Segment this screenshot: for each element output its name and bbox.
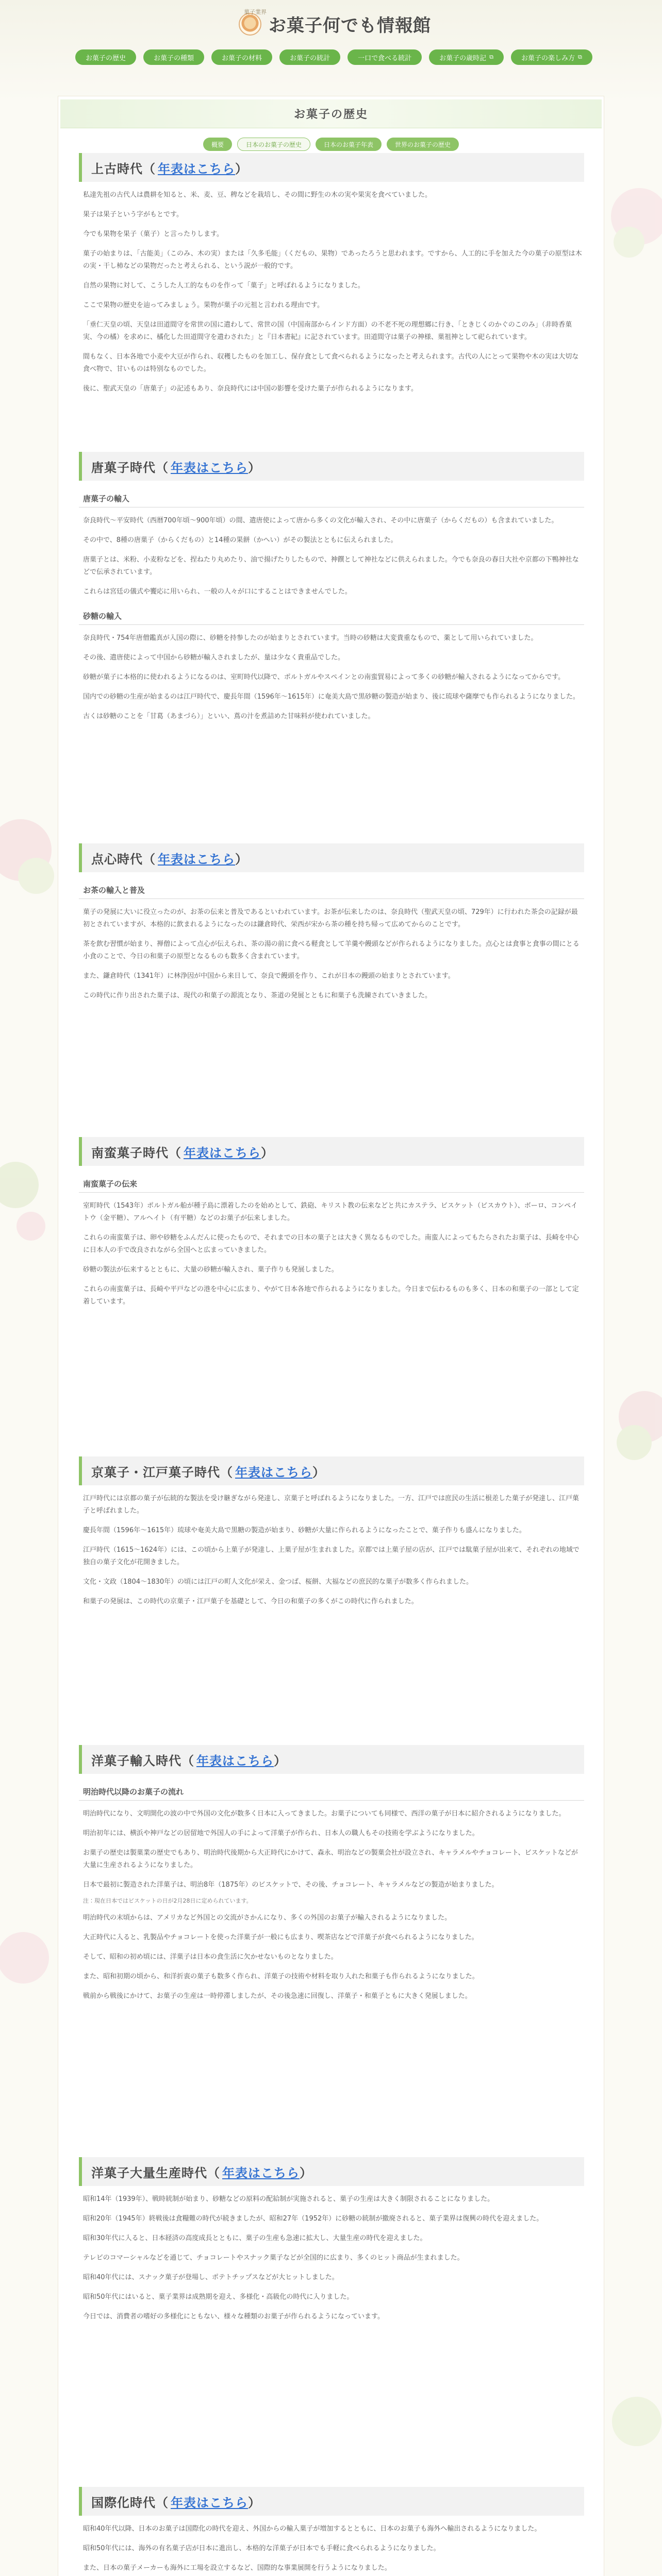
paragraph: 菓子の始まりは、「古能美」（このみ、木の実）または「久多毛能」（くだもの、果物）であったろうと思われます。ですから、人工的に手を加えた今の菓子の原型は木の実・干し柿などの果物だったと考えられる、という説が一般的です。: [83, 250, 582, 270]
paragraph: お菓子の歴史は製菓業の歴史でもあり、明治時代後期から大正時代にかけて、森永、明治などの製菓会社が設立され、キャラメルやチョコレート、ビスケットなどが大量に生産されるようになりました。: [83, 1849, 578, 1869]
paragraph: 奈良時代～平安時代（西暦700年頃～900年頃）の間、遣唐使によって唐から多くの文化が輸入され、その中に唐菓子（からくだもの）も含まれていました。: [83, 517, 558, 524]
nav-item[interactable]: [211, 49, 272, 65]
paren-open: （: [207, 2165, 220, 2180]
sub-nav-tab[interactable]: 日本のお菓子の歴史: [237, 138, 310, 151]
era-name: 点心時代: [91, 851, 143, 867]
sub-nav-tab[interactable]: 概要: [203, 138, 232, 151]
page-title-bar: [60, 99, 602, 128]
chronology-link[interactable]: 年表はこちら: [235, 1464, 312, 1480]
paragraph: 砂糖が菓子に本格的に使われるようになるのは、室町時代以降で、ポルトガルやスペインとの南蛮貿易によって多くの砂糖が輸入されるようになってからです。: [83, 673, 565, 681]
paragraph: 昭和40年代には、スナック菓子が登場し、ポテトチップスなどが大ヒットしました。: [83, 2274, 339, 2281]
paragraph: 茶を飲む習慣が始まり、禅僧によって点心が伝えられ、茶の湯の前に食べる軽食として羊羹や饅頭などが作られるようになりました。点心とは食事と食事の間にとる小食のことで、今日の和菓子の原型となるものも数多く含まれています。: [83, 940, 580, 960]
logo-icon: [239, 8, 267, 36]
paragraph: 今日では、消費者の嗜好の多様化にともない、様々な種類のお菓子が作られるようになっています。: [83, 2313, 384, 2320]
paren-close: ）: [300, 2165, 312, 2180]
nav-item[interactable]: [75, 49, 136, 65]
paren-close: ）: [235, 851, 248, 867]
paragraph: 江戸時代には京都の菓子が伝統的な製法を受け継ぎながら発達し、京菓子と呼ばれるようになりました。一方、江戸では庶民の生活に根差した菓子が発達し、江戸菓子と呼ばれました。: [83, 1495, 580, 1515]
era-title: [79, 2487, 584, 2516]
global-navigation: [75, 49, 592, 65]
era-section: [79, 2487, 584, 2576]
paragraph: 日本で最初に製造された洋菓子は、明治8年（1875年）のビスケットで、その後、チョコレート、キャラメルなどの製造が始まりました。: [83, 1881, 499, 1889]
nav-item-label: お菓子の種類: [154, 54, 194, 62]
nav-item-label: 一口で食べる統計: [358, 54, 412, 62]
era-section: [79, 452, 584, 723]
main-content-panel: [58, 96, 604, 2576]
chronology-link[interactable]: 年表はこちら: [158, 851, 235, 867]
paren-open: （: [143, 851, 156, 867]
paragraph: 江戸時代（1615～1624年）には、この頃から上菓子が発達し、上菓子屋が生まれました。京都では上菓子屋の店が、江戸では駄菓子屋が出来て、それぞれの地域で独自の菓子文化が花開きました。: [83, 1546, 580, 1566]
paragraph: 文化・文政（1804～1830年）の頃には江戸の町人文化が栄え、金つば、桜餅、大福などの庶民的な菓子が数多く作られました。: [83, 1578, 473, 1586]
paragraph: 砂糖の製法が伝来するとともに、大量の砂糖が輸入され、菓子作りも発展しました。: [83, 1266, 338, 1274]
paragraph: また、日本の菓子メーカーも海外に工場を設立するなど、国際的な事業展開を行うようになりました。: [83, 2564, 391, 2572]
paragraph: 昭和14年（1939年）、戦時統制が始まり、砂糖などの原料の配給制が実施されると、菓子の生産は大きく制限されることになりました。: [83, 2195, 494, 2203]
paragraph: テレビのコマーシャルなどを通じて、チョコレートやスナック菓子などが全国的に広まり、多くのヒット商品が生まれました。: [83, 2254, 464, 2262]
chronology-link[interactable]: 年表はこちら: [158, 161, 235, 176]
chronology-link[interactable]: 年表はこちら: [184, 1145, 261, 1160]
paragraph: 室町時代（1543年）ポルトガル船が種子島に漂着したのを始めとして、鉄砲、キリスト教の伝来などと共にカステラ、ビスケット（ビスカウト）、ボーロ、コンペイトウ（金平糖）、アルヘイト（有平糖）などのお菓子が伝来しました。: [83, 1202, 578, 1222]
paren-open: （: [156, 2495, 169, 2510]
era-title: [79, 1137, 584, 1166]
paragraph: この時代に作り出された菓子は、現代の和菓子の源流となり、茶道の発展とともに和菓子も洗練されていきました。: [83, 992, 432, 999]
era-title: [79, 153, 584, 182]
nav-item-label: お菓子の統計: [290, 54, 330, 62]
paragraph: 菓子の発展に大いに役立ったのが、お茶の伝来と普及であるといわれています。お茶が伝来したのは、奈良時代（聖武天皇の頃、729年）に行われた茶会の記録が最初とされていますが、本格的に飲まれるようになったのは鎌倉時代、栄西が宋から茶の種を持ち帰って広めてからのことです。: [83, 908, 578, 928]
paragraph: また、昭和初期の頃から、和洋折衷の菓子も数多く作られ、洋菓子の技術や材料を取り入れた和菓子も作られるようになりました。: [83, 1973, 479, 1980]
paren-open: （: [181, 1753, 194, 1768]
era-title: [79, 2157, 584, 2186]
paragraph: 戦前から戦後にかけて、お菓子の生産は一時停滞しましたが、その後急速に回復し、洋菓子・和菓子ともに大きく発展しました。: [83, 1992, 472, 2000]
paragraph: 昭和30年代に入ると、日本経済の高度成長とともに、菓子の生産も急速に拡大し、大量生産の時代を迎えました。: [83, 2234, 427, 2242]
paragraph: 今でも果物を果子（菓子）と言ったりします。: [83, 230, 223, 238]
paren-close: ）: [248, 2495, 261, 2510]
paragraph: そして、昭和の初め頃には、洋菓子は日本の食生活に欠かせないものとなりました。: [83, 1953, 338, 1961]
paragraph: 果子は果子という字がもとです。: [83, 211, 183, 218]
paren-open: （: [143, 161, 156, 176]
nav-item-label: お菓子の材料: [222, 54, 262, 62]
era-title: [79, 452, 584, 481]
paragraph: 昭和50年代には、海外の有名菓子店が日本に進出し、本格的な洋菓子が日本でも手軽に食べられるようになりました。: [83, 2545, 440, 2552]
chronology-link[interactable]: 年表はこちら: [196, 1753, 274, 1768]
site-header: [0, 0, 662, 98]
paragraph: 後に、聖武天皇の「唐菓子」の記述もあり、奈良時代には中国の影響を受けた菓子が作られるようになります。: [83, 385, 418, 393]
paren-close: ）: [274, 1753, 287, 1768]
section-subheading: 唐菓子の輸入: [79, 490, 584, 507]
paragraph: 自然の果物に対して、こうした人工的なものを作って「菓子」と呼ばれるようになりました。: [83, 282, 365, 290]
section-subheading: 砂糖の輸入: [79, 607, 584, 625]
paragraph: これらは宮廷の儀式や饗応に用いられ、一般の人々が口にすることはできませんでした。: [83, 588, 352, 596]
era-name: 京菓子・江戸菓子時代: [91, 1464, 220, 1480]
external-link-icon: ⧉: [489, 54, 493, 60]
era-name: 洋菓子輸入時代: [91, 1753, 181, 1768]
era-name: 国際化時代: [91, 2495, 156, 2510]
paragraph: 奈良時代・754年唐僧鑑真が入国の際に、砂糖を持参したのが始まりとされています。当時の砂糖は大変貴重なもので、薬として用いられていました。: [83, 634, 538, 642]
paragraph: 和菓子の発展は、この時代の京菓子・江戸菓子を基礎として、今日の和菓子の多くがこの時代に作られました。: [83, 1598, 418, 1605]
nav-item-label: お菓子の楽しみ方: [521, 54, 575, 62]
sub-nav-tab[interactable]: 日本のお菓子年表: [316, 138, 382, 151]
section-subheading: 南蛮菓子の伝来: [79, 1175, 584, 1193]
nav-item[interactable]: [511, 49, 592, 65]
paragraph: 「垂仁天皇の頃、天皇は田道間守を常世の国に遣わして、常世の国（中国南部からインド方面）の不老不死の理想郷に行き、「ときじくのかぐのこのみ」（非時香菓実、今の橘）を求めに、橘化した田道間守を遣わされた」と『日本書紀』に記されています。田道間守は菓子の神様、菓祖神として祀られています。: [83, 321, 572, 341]
nav-item[interactable]: [347, 49, 422, 65]
paragraph: 明治時代の末頃からは、アメリカなど外国との交流がさかんになり、多くの外国のお菓子が輸入されるようになりました。: [83, 1914, 452, 1922]
paragraph: 大正時代に入ると、乳製品やチョコレートを使った洋菓子が一般にも広まり、喫茶店などで洋菓子が食べられるようになりました。: [83, 1934, 478, 1941]
paren-open: （: [156, 460, 169, 475]
sub-nav-tab[interactable]: 世界のお菓子の歴史: [387, 138, 459, 151]
nav-item[interactable]: [429, 49, 504, 65]
paragraph: 国内での砂糖の生産が始まるのは江戸時代で、慶長年間（1596年～1615年）に奄美大島で黒砂糖の製造が始まり、後に琉球や薩摩でも作られるようになりました。: [83, 693, 580, 701]
paragraph: また、鎌倉時代（1341年）に林浄因が中国から来日して、奈良で饅頭を作り、これが日本の饅頭の始まりとされています。: [83, 972, 455, 980]
era-section: [79, 843, 584, 1002]
paragraph: 昭和50年代にはいると、菓子業界は成熟期を迎え、多様化・高級化の時代に入りました。: [83, 2293, 354, 2301]
paren-close: ）: [261, 1145, 274, 1160]
era-name: 南蛮菓子時代: [91, 1145, 169, 1160]
paragraph: 唐菓子とは、米粉、小麦粉などを、捏ねたり丸めたり、油で揚げたりしたもので、神饌として神社などに供えられました。今でも奈良の春日大社や京都の下鴨神社などで伝承されています。: [83, 556, 579, 576]
paren-open: （: [220, 1464, 233, 1480]
paragraph: 昭和20年（1945年）終戦後は食糧難の時代が続きましたが、昭和27年（1952年）に砂糖の統制が撤廃されると、菓子業界は復興の時代を迎えました。: [83, 2215, 543, 2223]
chronology-link[interactable]: 年表はこちら: [171, 460, 248, 475]
paragraph: 明治初年には、横浜や神戸などの居留地で外国人の手によって洋菓子が作られ、日本人の職人もその技術を学ぶようになりました。: [83, 1829, 479, 1837]
era-section: [79, 1137, 584, 1308]
era-name: 上古時代: [91, 161, 143, 176]
era-title: [79, 1456, 584, 1485]
paren-close: ）: [235, 161, 248, 176]
paragraph: 昭和40年代以降、日本のお菓子は国際化の時代を迎え、外国からの輸入菓子が増加するとともに、日本のお菓子も海外へ輸出されるようになりました。: [83, 2525, 541, 2533]
external-link-icon: ⧉: [577, 54, 582, 60]
page-title: お菓子の歴史: [293, 108, 368, 121]
paragraph: これらの南蛮菓子は、長崎や平戸などの港を中心に広まり、やがて日本各地で作られるようになりました。今日まで伝わるものも多く、日本の和菓子の一部として定着しています。: [83, 1285, 579, 1306]
era-name: 唐菓子時代: [91, 460, 156, 475]
era-section: [79, 153, 584, 395]
paragraph: 私達先祖の古代人は農耕を知ると、米、麦、豆、稗などを栽培し、その間に野生の木の実や果実を食べていました。: [83, 191, 432, 199]
nav-item[interactable]: [279, 49, 340, 65]
chronology-link[interactable]: 年表はこちら: [222, 2165, 300, 2180]
logo-caption: 菓子業界: [244, 8, 267, 15]
footnote: 注：現在日本ではビスケットの日が2月28日に定められています。: [83, 1897, 252, 1904]
paren-open: （: [169, 1145, 181, 1160]
paragraph: ここで果物の歴史を辿ってみましょう。果物が菓子の元祖と言われる理由です。: [83, 301, 324, 309]
paren-close: ）: [312, 1464, 325, 1480]
paragraph: 明治時代になり、文明開化の波の中で外国の文化が数多く日本に入ってきました。お菓子についても同様で、西洋の菓子が日本に紹介されるようになりました。: [83, 1810, 566, 1818]
era-section: [79, 1745, 584, 2003]
paragraph: 間もなく、日本各地で小麦や大豆が作られ、収穫したものを加工し、保存食として食べられるようになったと考えられます。古代の人にとって果物や木の実は大切な食べ物で、甘いものは特別なものでした。: [83, 353, 579, 373]
era-section: [79, 1456, 584, 1608]
sub-navigation-tabs: [58, 138, 604, 151]
nav-item-label: お菓子の歴史: [86, 54, 126, 62]
era-section: [79, 2157, 584, 2323]
paragraph: 古くは砂糖のことを「甘葛（あまづら）」といい、蔦の汁を煮詰めた甘味料が使われていました。: [83, 713, 375, 720]
chronology-link[interactable]: 年表はこちら: [171, 2495, 248, 2510]
site-title: お菓子何でも情報館: [269, 15, 431, 36]
paren-close: ）: [248, 460, 261, 475]
section-subheading: 明治時代以降のお菓子の流れ: [79, 1783, 584, 1801]
paragraph: その中で、8種の唐菓子（からくだもの）と14種の果餅（かへい）がその製法とともに伝えられました。: [83, 536, 398, 544]
paragraph: 慶長年間（1596年～1615年）琉球や奄美大島で黒糖の製造が始まり、砂糖が大量に作られるようになったことで、菓子作りも盛んになりました。: [83, 1527, 526, 1534]
era-title: [79, 1745, 584, 1774]
era-name: 洋菓子大量生産時代: [91, 2165, 207, 2180]
nav-item[interactable]: [143, 49, 204, 65]
paragraph: その後、遣唐使によって中国から砂糖が輸入されましたが、量は少なく貴重品でした。: [83, 654, 345, 662]
nav-item-label: お菓子の歳時記: [439, 54, 487, 62]
paragraph: これらの南蛮菓子は、卵や砂糖をふんだんに使ったもので、それまでの日本の菓子とは大きく異なるものでした。南蛮人によってもたらされたお菓子は、長崎を中心に日本人の手で改良されながら全国へと広まっていきました。: [83, 1234, 579, 1254]
site-logo[interactable]: [239, 8, 431, 37]
section-subheading: お茶の輸入と普及: [79, 882, 584, 899]
era-title: [79, 843, 584, 872]
